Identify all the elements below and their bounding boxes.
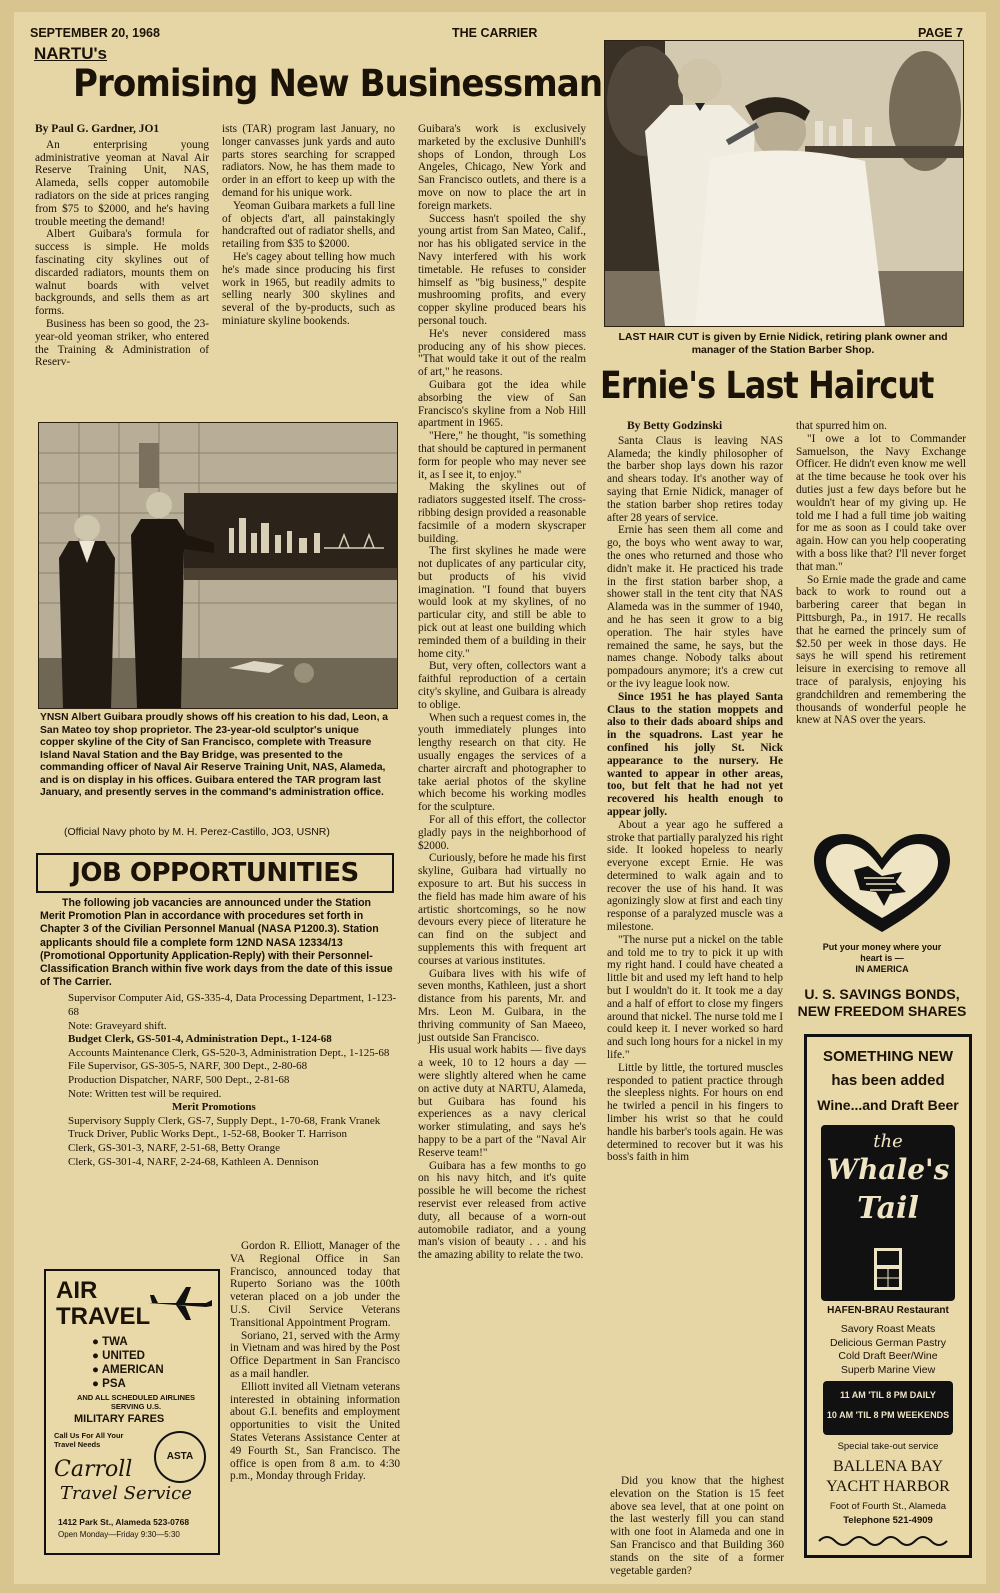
hours-line: 11 AM 'TIL 8 PM DAILY	[840, 1390, 936, 1400]
paragraph: An enterprising young administrative yeoman at Naval Air Reserve Training Unit, NAS, Alameda, sells copper automobile radiators on the side at prices ranging from $75 to $2000, and he's having trouble meeting the demand!	[35, 138, 209, 228]
takeout-note: Special take-out service	[837, 1441, 939, 1452]
agency-address: 1412 Park St., Alameda 523-0768	[58, 1517, 190, 1527]
paragraph: Ernie has seen them all come and go, the boys who went away to war, the ones who returned and those who didn't make it. He practiced his trade in the first station barber shop, a shower stall in the tent city that NAS Alameda was in the summer of 1940, and he has seen it grow to a big operation. The hair styles have remained the same, he says, but the names change. Nobody talks about pompadours anymore; it's a crew cut or the ivy league look now.	[607, 524, 783, 690]
va-story	[230, 1240, 400, 1483]
menu-item: Cold Draft Beer/Wine	[838, 1350, 938, 1362]
job-item: Supervisor Computer Aid, GS-335-4, Data Processing Department, 1-123-68	[68, 992, 397, 1019]
paragraph: "Here," he thought, "is something that should be captured in permanent form for people who may never see it, as I see it, to enjoy."	[418, 430, 586, 481]
job-item: Clerk, GS-301-3, NARF, 2-51-68, Betty Orange	[68, 1141, 281, 1154]
job-intro: The following job vacancies are announced under the Station Merit Promotion Plan in accordance with procedures set forth in Chapter 3 of the Civilian Personnel Manual (NASA P1200.3). Station applicants should file a complete form 12ND NASA 12334/13 (Promotional Opportunity Application-Reply) with their Personnel-Classification Branch within five work days from the date of this issue of The Carrier.	[40, 897, 393, 989]
whales-tail-logo-box	[821, 1125, 955, 1301]
airline-item: ● AMERICAN	[92, 1364, 164, 1376]
paragraph: So Ernie made the grade and came back to work to round out a barbering career that began in Pittsburgh, Pa., in 1917. He recalls that he earned the princely sum of $2.50 per week in those days. He says he will spend his retirement leisure in exercising to remove all trace of paralysis, enjoying his grandchildren and remembering the thousands of wonderful people he knew at NAS over the years.	[796, 573, 966, 727]
bonds-tagline-line: IN AMERICA	[855, 964, 909, 974]
paragraph: Making the skylines out of radiators suggested itself. The cross-ribbing design provided a reasonable facsimile of a modern skyscraper building.	[418, 481, 586, 545]
job-item: Truck Driver, Public Works Dept., 1-52-68, Booker T. Harrison	[68, 1128, 348, 1141]
skyline-photo-illustration	[39, 423, 397, 708]
job-item: Budget Clerk, GS-501-4, Administration Dept., 1-124-68	[68, 1033, 332, 1046]
paragraph: Success hasn't spoiled the shy young artist from San Mateo, Calif., nor has his obligated service in the Navy interfered with his work timetable. He refuses to consider himself as "big business," despite mushrooming profits, and every copper skyline produced bears his personal touch.	[418, 212, 586, 327]
asta-seal: ASTA	[154, 1431, 206, 1483]
airline-item: ● UNITED	[92, 1350, 145, 1362]
paragraph: Soriano, 21, served with the Army in Vietnam and was hired by the Post Office Department in San Francisco as a mail handler.	[230, 1329, 400, 1380]
paragraph: Elliott invited all Vietnam veterans interested in obtaining information about G.I. benefits and employment opportunities to visit the United States Veterans Assistance Center at 49 Fourth St., San Francisco. The office is open from 8 a.m. to 4:30 p.m., Monday through Friday.	[230, 1380, 400, 1483]
job-note: Note: Written test will be required.	[68, 1087, 222, 1100]
bonds-line: U. S. SAVINGS BONDS,	[804, 986, 960, 1002]
call-us-text: Call Us For All Your Travel Needs	[54, 1431, 124, 1449]
place-line: YACHT HARBOR	[826, 1478, 950, 1495]
paragraph: Gordon R. Elliott, Manager of the VA Regional Office in San Francisco, announced today that Ruperto Soriano was the 100th veteran placed on a job under the U.S. Civil Service Veterans Transitional Appointment Program.	[230, 1240, 400, 1329]
skyline-photo	[38, 422, 398, 709]
paragraph: His usual work habits — five days a week, 10 to 12 hours a day — were slightly altered when he came on active duty at NARTU, Alameda, but Guibara has found his experiences as a navy clerical worker stimulating, and says he's happy to be a part of the "Naval Air Reserve team!"	[418, 1044, 586, 1159]
job-item: Accounts Maintenance Clerk, GS-520-3, Administration Dept., 1-125-68	[68, 1046, 390, 1059]
menu-list	[807, 1323, 969, 1377]
job-item: Production Dispatcher, NARF, 500 Dept., 2-81-68	[68, 1073, 290, 1086]
paragraph: Business has been so good, the 23-year-old yeoman striker, who entered the Training & Administration of Reserv-	[35, 317, 209, 369]
logo-the: the	[873, 1131, 903, 1152]
menu-item: Superb Marine View	[840, 1363, 936, 1376]
military-fares: MILITARY FARES	[74, 1413, 165, 1425]
page-number: PAGE 7	[918, 26, 963, 40]
paragraph: Yeoman Guibara markets a full line of objects d'art, all painstakingly handcrafted out of radiator shells, and retailing from $35 to $2000.	[222, 199, 395, 251]
harbor-address: Foot of Fourth St., Alameda	[829, 1501, 947, 1512]
restaurant-name: HAFEN-BRAU Restaurant	[827, 1305, 949, 1316]
paragraph: "The nurse put a nickel on the table and told me to try to pick it up with my right hand. I could have cheated a little bit and used my left hand to help but I wouldn't do it. It took me a day and a half of effort to close my fingers around that nickel. The nurse told me I could keep it. I never worked so hard and such long hours for a nickel in my life."	[607, 933, 783, 1062]
ad-title-travel: TRAVEL	[56, 1303, 151, 1330]
merit-promotions-heading: Merit Promotions	[172, 1101, 256, 1114]
whales-tail-ad	[804, 1034, 972, 1558]
bonds-line: NEW FREEDOM SHARES	[797, 1003, 967, 1019]
skyline-photo-caption: YNSN Albert Guibara proudly shows off his creation to his dad, Leon, a San Mateo toy shop proprietor. The 23-year-old sculptor's unique copper skyline of the City of San Francisco, complete with Treasure Island Naval Station and the Bay Bridge, was presented to the commanding officer of Naval Air Reserve Training Unit, NAS, Alameda, and is on display in his offices. Guibara entered the TAR program last January, and presently serves in the command's administration office.	[40, 712, 389, 798]
ernie-byline: By Betty Godzinski	[627, 420, 723, 432]
paragraph: Since 1951 he has played Santa Claus to the station moppets and also to their dads aboard ships and in the squadrons. Last year he confined his jolly St. Nick appearance to the nursery. He wanted to appear in other areas, too, but felt that he had not yet recovered his health enough to appear jolly.	[607, 690, 783, 818]
story-column-3	[418, 123, 586, 1551]
paragraph: Santa Claus is leaving NAS Alameda; the kindly philosopher of the barber shop lays down his razor and shears today. It's another way of saying that Ernie Nidick, manager of the station barber shop retires today after 28 years of service.	[607, 434, 783, 524]
barber-photo-illustration	[605, 41, 963, 326]
ernie-column-2	[796, 420, 966, 727]
air-travel-ad	[44, 1269, 220, 1555]
waves-icon	[817, 1531, 959, 1549]
barber-photo	[604, 40, 964, 327]
paragraph: "I owe a lot to Commander Samuelson, the Navy Exchange Officer. He didn't even know me well at the time because he took over his duties just a few days before but he wouldn't hear of my giving up. He told me I had a full time job waiting for me as soon as I could take over again. How can you help cooperating with a boss like that? I'll never forget that man."	[796, 432, 966, 573]
story-kicker: NARTU's	[34, 44, 107, 63]
paragraph: He's cagey about telling how much he's made since producing his first work in 1965, but readily admits to selling nearly 300 skylines and several of the by-products, such as miniature skyline bookends.	[222, 250, 395, 327]
paragraph: But, very often, collectors want a faithful reproduction of a certain city's skyline, and Guibara is already to oblige.	[418, 660, 586, 711]
hours-line: 10 AM 'TIL 8 PM WEEKENDS	[826, 1410, 950, 1420]
heart-icon	[810, 832, 954, 936]
story-byline: By Paul G. Gardner, JO1	[35, 123, 160, 135]
paragraph: Albert Guibara's formula for success is simple. He molds fascinating city skylines out of discarded radiators, mounts them on walnut boards with velvet backgrounds, and sells them as art forms.	[35, 228, 209, 318]
paragraph: When such a request comes in, the youth immediately plunges into lengthy research on that city. He usually engages the services of a charter aircraft and photographer to take aerial photos of the skyline which become his working modles for the sculpture.	[418, 711, 586, 814]
job-note: Note: Graveyard shift.	[68, 1019, 167, 1032]
story-column-1	[35, 123, 209, 369]
whales-tail-promo	[807, 1045, 969, 1117]
paragraph: Guibara lives with his wife of seven months, Kathleen, just a short distance from his parents, Mr. and Mrs. Leon M. Guibara, in the thriving community of San Maeeo, just outside San Francisco.	[418, 967, 586, 1044]
paragraph: that spurred him on.	[796, 420, 887, 432]
savings-bonds-ad	[798, 832, 966, 1022]
scheduled-airlines: AND ALL SCHEDULED AIRLINES SERVING U.S.	[76, 1393, 196, 1411]
paragraph: Guibara's work is exclusively marketed by the exclusive Dunhill's shops of London, through Los Angeles, Chicago, New York and San Francisco outlets, and there is a move on now to place the art in foreign markets.	[418, 123, 586, 212]
job-item: Supervisory Supply Clerk, GS-7, Supply Dept., 1-70-68, Frank Vranek	[68, 1114, 381, 1127]
paragraph: Guibara has a few months to go on his navy hitch, and it's quite possible he will become the richest reservist ever released from active duty, all because of a worn-out automobile radiator, and a young man's vision of beauty . . . and his the amazing ability to relate the two.	[418, 1159, 586, 1262]
promo-line: Wine...and Draft Beer	[817, 1097, 959, 1113]
promo-line: SOMETHING NEW	[823, 1048, 953, 1065]
paragraph: Guibara got the idea while absorbing the view of San Francisco's skyline from a Nob Hill apartment in 1965.	[418, 378, 586, 430]
bonds-headline	[794, 986, 970, 1020]
bonds-tagline-line: Put your money where your	[822, 942, 942, 952]
menu-item: Savory Roast Meats	[840, 1323, 936, 1335]
paragraph: ists (TAR) program last January, no longer canvasses junk yards and auto parts stores searching for scrapped radiators. Now, he has them made to order in an effort to keep up with the demand for his unique work.	[222, 123, 395, 199]
paragraph: For all of this effort, the collector gladly pays in the neighborhood of $2000.	[418, 814, 586, 852]
airline-list	[92, 1335, 164, 1391]
airplane-icon	[146, 1283, 214, 1323]
story-headline: Promising New Businessman	[73, 62, 603, 105]
bonds-tagline-line: heart is —	[860, 953, 904, 963]
job-item: File Supervisor, GS-305-5, NARF, 300 Dept., 2-80-68	[68, 1060, 308, 1073]
agency-hours: Open Monday—Friday 9:30—5:30	[58, 1530, 180, 1539]
menu-item: Delicious German Pastry	[829, 1336, 947, 1349]
airline-item: ● TWA	[92, 1336, 128, 1348]
job-opportunities-title: JOB OPPORTUNITIES	[36, 853, 394, 893]
ernie-column-1	[607, 420, 783, 1460]
crest-icon	[873, 1247, 903, 1291]
job-listings	[40, 897, 398, 1169]
paper-name: THE CARRIER	[452, 26, 538, 40]
ernie-headline: Ernie's Last Haircut	[600, 364, 934, 407]
paragraph: About a year ago he suffered a stroke that partially paralyzed his right side. It looked hopeless to nearly everyone except Ernie. He was determined to walk again and to recover the use of his hand. It was agonizingly slow at first and each tiny response of a paralyzed muscle was a milestone.	[607, 818, 783, 934]
did-you-know-filler	[610, 1475, 784, 1577]
ballena-bay	[807, 1457, 969, 1497]
paragraph: He's never considered mass producing any of his show pieces. "That would take it out of the realm of art," he reasons.	[418, 327, 586, 379]
carroll-name: Carroll	[54, 1457, 133, 1482]
promo-line: has been added	[831, 1072, 945, 1089]
issue-date: SEPTEMBER 20, 1968	[30, 26, 160, 40]
place-line: BALLENA BAY	[832, 1458, 944, 1475]
ad-title-air: AIR	[56, 1277, 98, 1304]
photo-credit: (Official Navy photo by M. H. Perez-Castillo, JO3, USNR)	[64, 826, 330, 838]
paragraph: Curiously, before he made his first skyline, Guibara had virtually no exposure to art. But his success in the field has made him aware of his artistic shortcomings, so he now devours every piece of literature he can find on the subject and supplements this with frequent art courses at various institutes.	[418, 852, 586, 967]
paragraph: Little by little, the tortured muscles responded to patient practice through the sleepless nights. For hours on end he twirled a pencil in his fingers to limber his wrist so that he could handle his barber's tools again. He was determined to recover but it was his boss's faith in him	[607, 1061, 783, 1164]
paragraph: Did you know that the highest elevation on the Station is 15 feet above sea level, that at one point on the last westerly fill you can stand with one foot in Alameda and one in San Francisco and that Building 360 stands on the site of a former vegetable garden?	[610, 1475, 784, 1577]
logo-whales: Whale's	[826, 1153, 950, 1186]
harbor-phone: Telephone 521-4909	[843, 1515, 933, 1526]
hours-box	[823, 1381, 953, 1435]
job-item: Clerk, GS-301-4, NARF, 2-24-68, Kathleen A. Dennison	[68, 1155, 319, 1168]
story-column-2	[222, 123, 395, 328]
bonds-tagline	[798, 942, 966, 975]
airline-item: ● PSA	[92, 1378, 126, 1390]
barber-photo-caption: LAST HAIR CUT is given by Ernie Nidick, retiring plank owner and manager of the Station Barber Shop.	[618, 331, 948, 356]
logo-tail: Tail	[857, 1191, 919, 1226]
paragraph: The first skylines he made were not duplicates of any particular city, but products of his vivid imagination. "I found that buyers would look at my skylines, of no particular city, and still be able to pick out at least one building which reminded them of a building in their home city."	[418, 545, 586, 660]
travel-service-name: Travel Service	[60, 1483, 192, 1504]
